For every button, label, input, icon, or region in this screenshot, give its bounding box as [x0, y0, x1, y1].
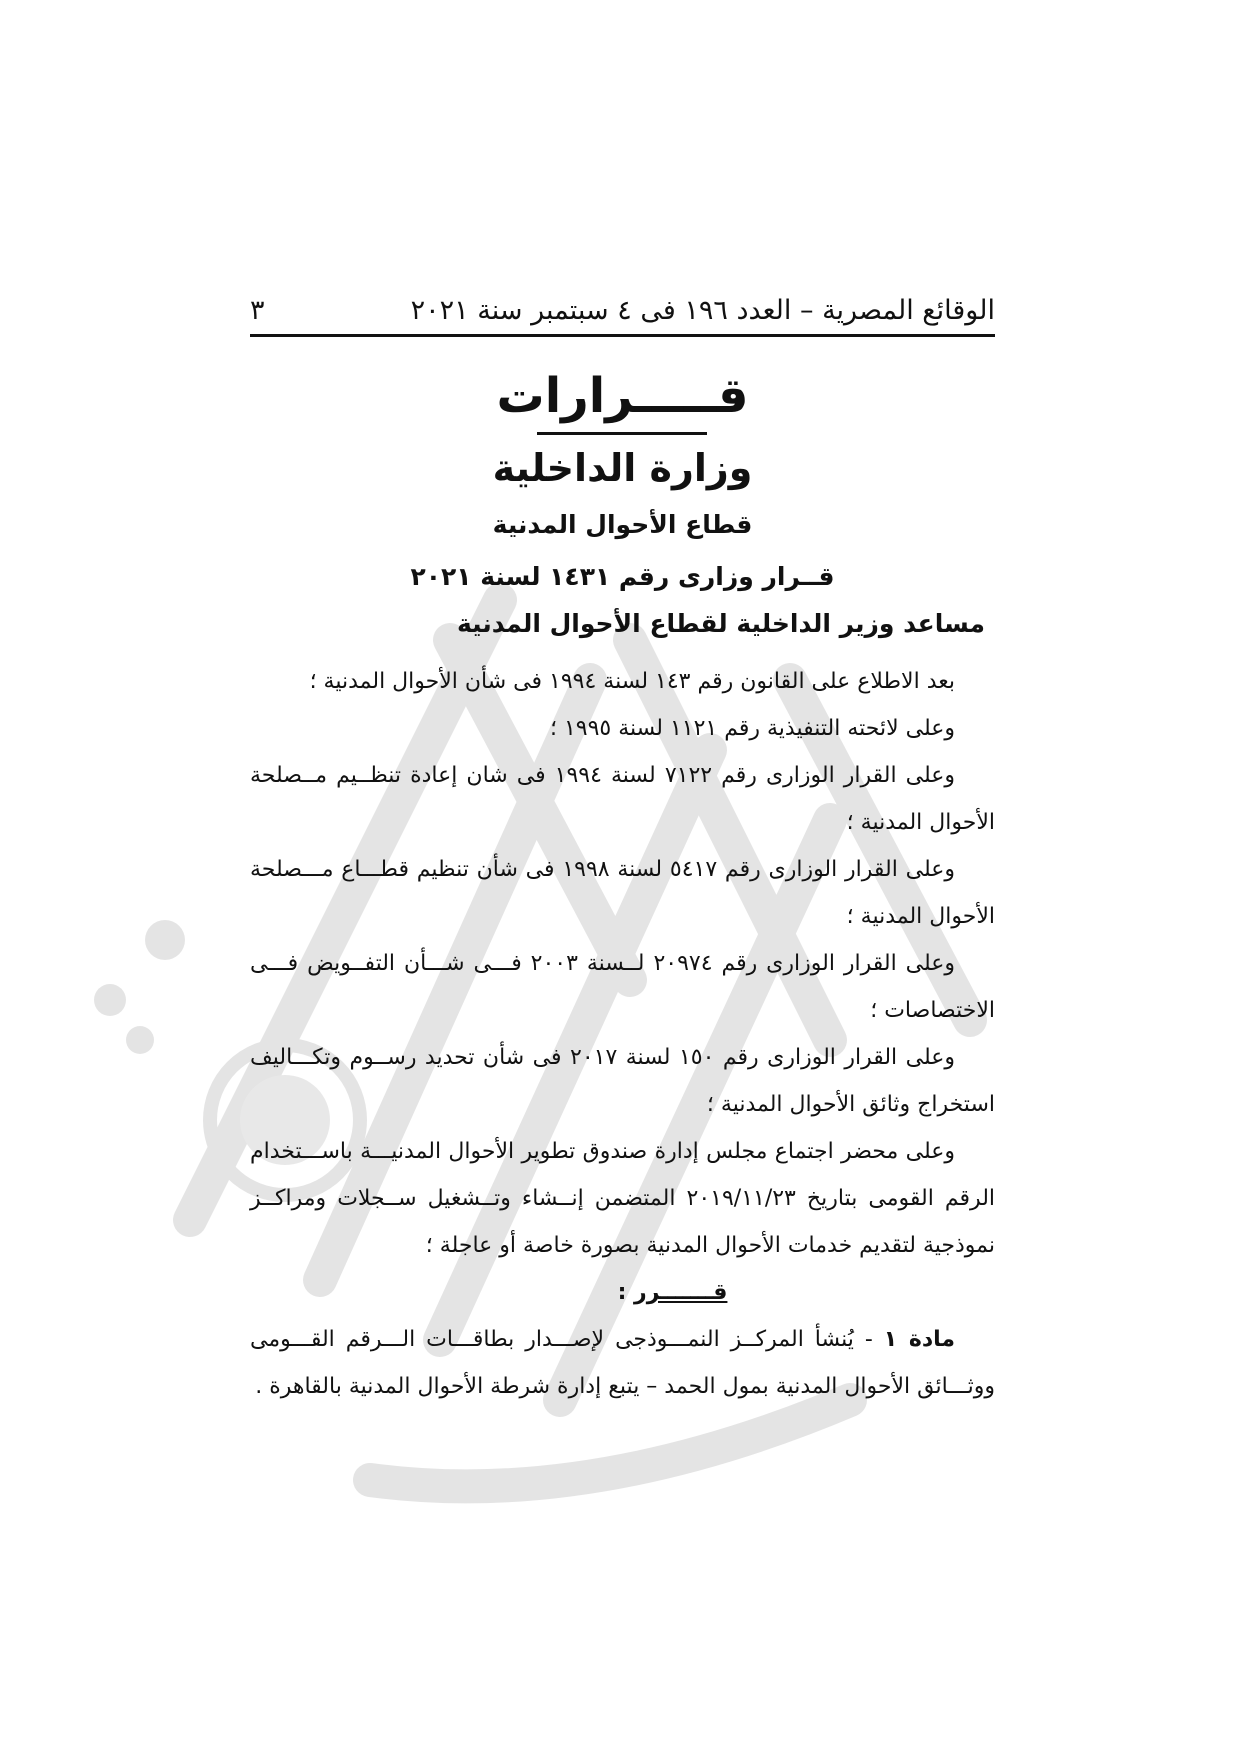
gazette-issue-line: الوقائع المصرية – العدد ١٩٦ فى ٤ سبتمبر سنة ٢٠٢١ [410, 294, 995, 326]
decides-heading [250, 1269, 995, 1316]
article-1-label: مادة ١ [883, 1327, 955, 1352]
sector-name: قطاع الأحوال المدنية [492, 510, 753, 539]
recital-7: وعلى محضر اجتماع مجلس إدارة صندوق تطوير الأحوال المدنيـــة باســـتخدام الرقم القومى بتاريخ ٢٠١٩/١١/٢٣ المتضمن إنــشاء وتــشغيل ســجلات ومراكــز نموذجية لتقديم خدمات الأحوال المدنية بصورة خاصة أو عاجلة ؛ [250, 1139, 996, 1258]
recital-5: وعلى القرار الوزارى رقم ٢٠٩٧٤ لــسنة ٢٠٠٣ فـــى شـــأن التفــويض فـــى الاختصاصات ؛ [250, 951, 995, 1023]
article-1 [250, 1316, 995, 1410]
running-header [250, 290, 995, 330]
recital-2: وعلى لائحته التنفيذية رقم ١١٢١ لسنة ١٩٩٥ ؛ [549, 716, 955, 741]
decides-word: قـــــــرر [634, 1280, 728, 1305]
recital-3: وعلى القرار الوزارى رقم ٧١٢٢ لسنة ١٩٩٤ فى شان إعادة تنظــيم مــصلحة الأحوال المدنية ؛ [250, 763, 995, 835]
title-underline [537, 432, 707, 435]
header-divider [250, 334, 995, 337]
recital-6: وعلى القرار الوزارى رقم ١٥٠ لسنة ٢٠١٧ فى شأن تحديد رســوم وتكـــاليف استخراج وثائق الأحوال المدنية ؛ [250, 1045, 995, 1117]
decree-number: قــرار وزارى رقم ١٤٣١ لسنة ٢٠٢١ [410, 562, 835, 591]
section-title: قـــــرارات [496, 368, 749, 424]
decides-colon: : [617, 1280, 635, 1305]
issuer-title: مساعد وزير الداخلية لقطاع الأحوال المدنية [456, 609, 985, 638]
page-number: ٣ [250, 294, 265, 326]
article-1-text: - يُنشأ المركــز النمـــوذجى لإصـــدار بطاقـــات الـــرقم القـــومى ووثـــائق الأحوال المدنية بمول الحمد – يتبع إدارة شرطة الأحوال المدنية بالقاهرة . [250, 1327, 995, 1399]
recital-1: بعد الاطلاع على القانون رقم ١٤٣ لسنة ١٩٩٤ فى شأن الأحوال المدنية ؛ [309, 669, 955, 694]
decree-body [250, 658, 995, 1410]
ministry-name: وزارة الداخلية [492, 446, 753, 490]
recital-4: وعلى القرار الوزارى رقم ٥٤١٧ لسنة ١٩٩٨ فى شأن تنظيم قطـــاع مـــصلحة الأحوال المدنية ؛ [250, 857, 995, 929]
